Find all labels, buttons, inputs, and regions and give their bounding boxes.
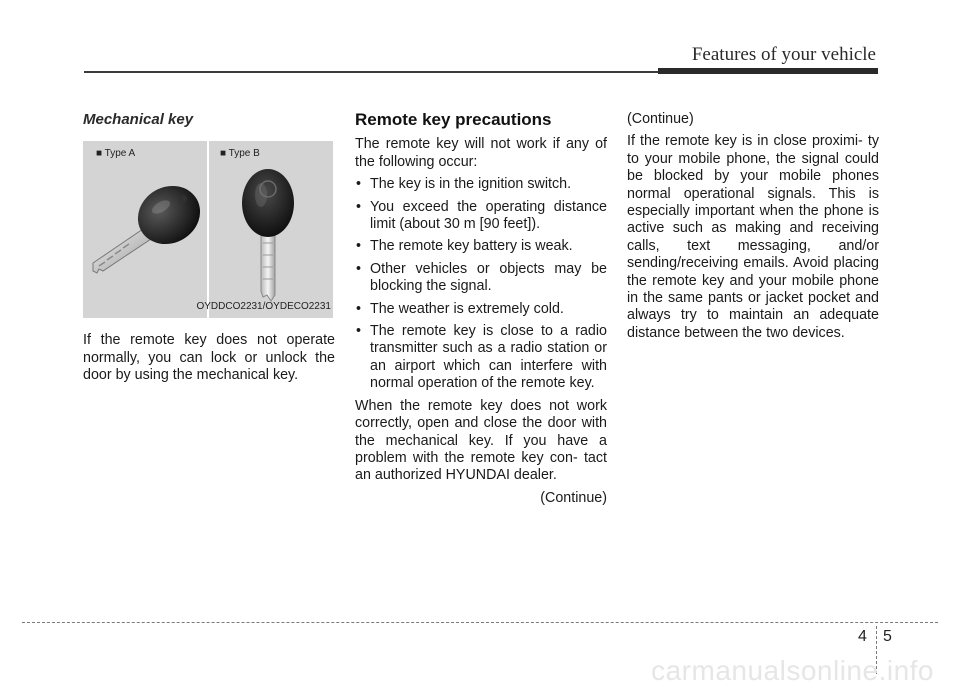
section-number: 4 bbox=[858, 628, 867, 645]
column-continued bbox=[627, 108, 879, 342]
type-a-label: ■ Type A bbox=[96, 148, 136, 160]
mechanical-key-paragraph: If the remote key does not operate normally, you can lock or unlock the door by using the mechanical key. bbox=[83, 332, 335, 384]
page-header-title: Features of your vehicle bbox=[691, 44, 876, 65]
standard-key-icon bbox=[223, 165, 313, 315]
key-figure bbox=[83, 141, 333, 318]
remote-key-precautions-title: Remote key precautions bbox=[355, 110, 552, 129]
continued-label: (Continue) bbox=[627, 111, 694, 127]
page-number: 5 bbox=[883, 628, 892, 645]
list-item: • Other vehicles or objects may be blocking the signal. bbox=[355, 261, 607, 296]
list-item: • The key is in the ignition switch. bbox=[355, 176, 607, 193]
figure-code: OYDDCO2231/OYDECO2231 bbox=[196, 301, 331, 312]
mobile-phone-paragraph: If the remote key is in close proximi- ty to your mobile phone, the signal could be blocked by your mobile phones normal operational signals. This is especially important when the phone is active such as making and receiving calls, text messaging, and/or sending/receiving emails. Avoid placing the remote key and your mobile phone in the same pants or jacket pocket and always try to maintain an adequate distance between the two devices. bbox=[627, 133, 879, 341]
mechanical-key-heading: Mechanical key bbox=[83, 111, 194, 128]
continue-note: (Continue) bbox=[540, 489, 607, 506]
watermark: carmanualsonline.info bbox=[651, 655, 934, 686]
figure-divider bbox=[207, 141, 209, 318]
remote-key-failure-paragraph: When the remote key does not work correctly, open and close the door with the mechanical key. If you have a problem with the remote key con- tact an authorized HYUNDAI dealer. bbox=[355, 397, 607, 484]
folding-key-icon bbox=[85, 171, 205, 281]
precautions-list bbox=[355, 176, 607, 392]
list-item: • The weather is extremely cold. bbox=[355, 301, 607, 318]
precautions-intro: The remote key will not work if any of the following occur: bbox=[355, 136, 607, 170]
list-item: • The remote key is close to a radio transmitter such as a radio station or an airport which can interfere with normal operation of the remote key. bbox=[355, 323, 607, 393]
column-remote-key-precautions bbox=[355, 108, 607, 507]
footer-rule bbox=[22, 622, 938, 623]
list-item: • The remote key battery is weak. bbox=[355, 238, 607, 255]
list-item: • You exceed the operating distance limit (about 30 m [90 feet]). bbox=[355, 199, 607, 234]
type-b-label: ■ Type B bbox=[220, 148, 260, 160]
column-mechanical-key bbox=[83, 108, 335, 385]
header-rule-accent bbox=[658, 68, 878, 74]
